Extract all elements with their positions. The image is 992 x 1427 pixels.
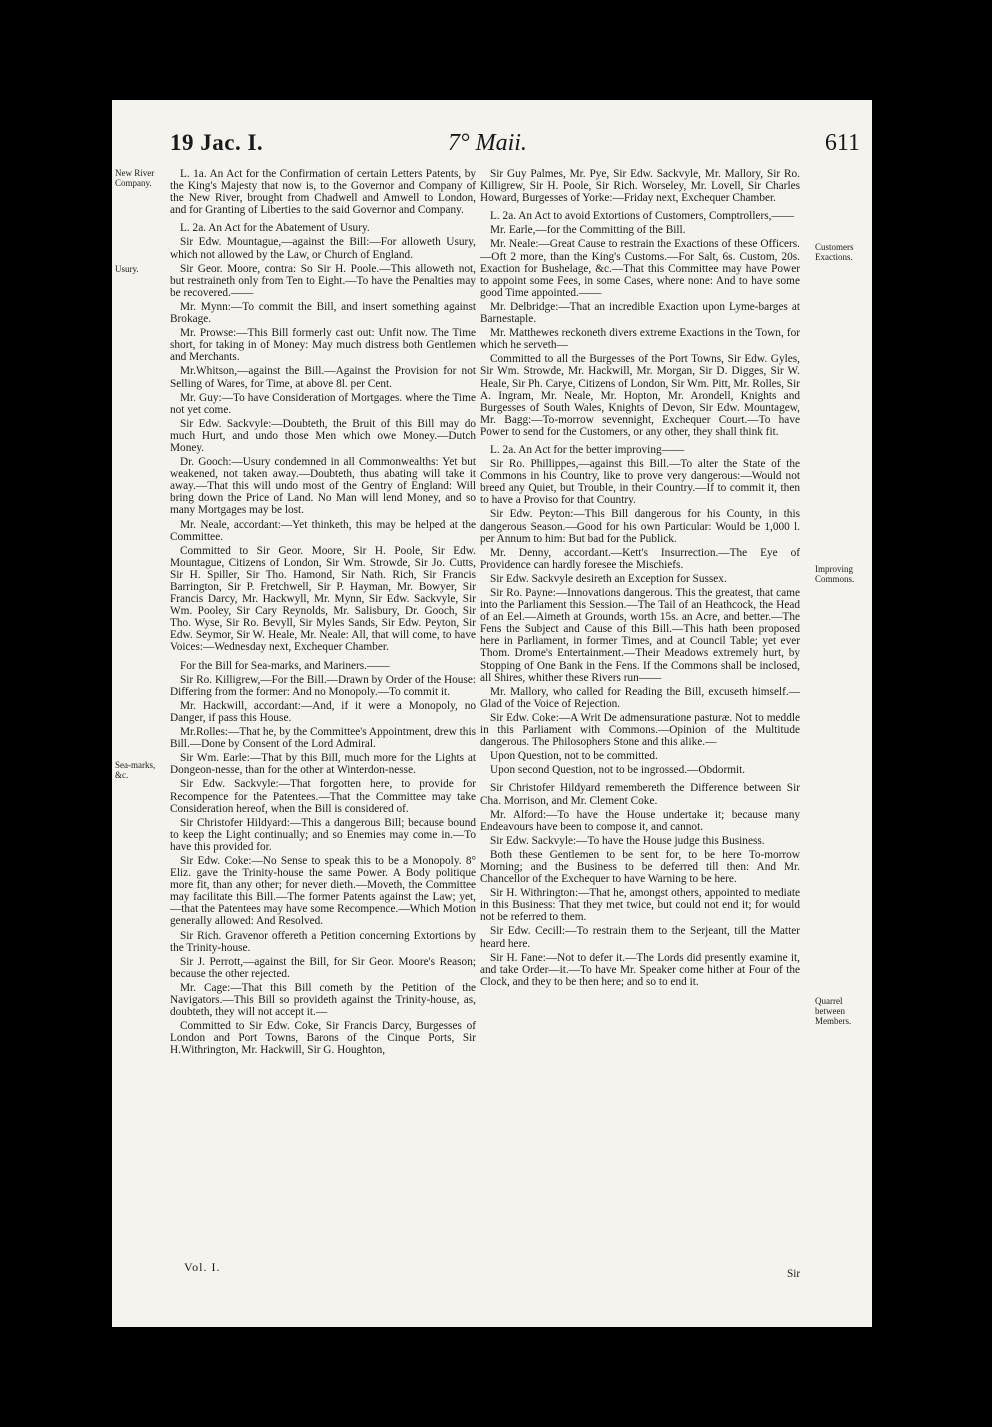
paragraph: Mr. Neale:—Great Cause to restrain the Exactions of these Officers.—Oft 2 more, than the King's Customs.—For Salt, 6s. Custom, 20s. Exaction for Bushelage, &c.—That this Committee may have Power to appoint some Fees, in some Cases, where none: And to have some good Time appointed.—— [480,238,800,299]
paragraph: Mr. Delbridge:—That an incredible Exaction upon Lyme-barges at Barnestaple. [480,300,800,326]
paragraph: Mr. Cage:—That this Bill cometh by the Petition of the Navigators.—This Bill so provideth against the Trinity-house, as, doubteth, they will not accept it.— [170,981,476,1019]
paragraph: Sir Edw. Sackvyle:—To have the House judge this Business. [490,834,765,847]
margin-note-customers: Customers Exactions. [815,242,854,262]
paragraph: Sir Edw. Peyton:—This Bill dangerous for his County, in this dangerous Season.—Good for his own Particular: Would be 1,000 l. per Annum to him: But bad for the Publick. [480,508,800,545]
paragraph: Sir Ro. Phillippes,—against this Bill.—To alter the State of the Commons in his Country, like to prove very dangerous:—Would not breed any Quiet, but Trouble, in their Country.—If to commit it, then to have a Proviso for that Country. [480,458,800,507]
paragraph: Sir Guy Palmes, Mr. Pye, Sir Edw. Sackvyle, Mr. Mallory, Sir Ro. Killigrew, Sir H. Poole, Sir Rich. Worseley, Mr. Lovell, Sir Charles Howard, Burgesses of Yorke:—Friday next, Exchequer Chamber. [480,168,800,205]
paragraph: L. 2a. An Act for the better improving—— [490,443,685,456]
paragraph: Mr. Neale, accordant:—Yet thinketh, this may be helped at the Committee. [170,518,476,543]
paragraph: Sir Christofer Hildyard:—This a dangerous Bill; because bound to keep the Light continually; and so Enemies may come in.—To have this provided for. [170,816,476,853]
paragraph: Upon second Question, not to be ingrossed.—Obdormit. [490,764,746,777]
paragraph: Mr. Mynn:—To commit the Bill, and insert something against Brokage. [170,300,476,326]
left-column [170,168,476,1058]
paragraph: Sir H. Withrington:—That he, amongst others, appointed to mediate in this Business: That they met twice, but could not end it; for would not be referred to them. [480,887,800,924]
paragraph: Upon Question, not to be committed. [490,750,658,763]
paragraph: Sir J. Perrott,—against the Bill, for Sir Geor. Moore's Reason; because the other rejected. [170,955,476,980]
paragraph: Mr. Guy:—To have Consideration of Mortgages. where the Time not yet come. [170,391,476,416]
page-number: 611 [824,130,860,156]
paragraph: Mr.Whitson,—against the Bill.—Against the Provision for not Selling of Wares, for Time, at above 8l. per Cent. [170,365,476,390]
paragraph: Sir Rich. Gravenor offereth a Petition concerning Extortions by the Trinity-house. [170,929,476,954]
paragraph: Mr. Mallory, who called for Reading the Bill, excuseth himself.—Glad of the Voice of Rejection. [480,685,800,710]
paragraph: L. 1a. An Act for the Confirmation of certain Letters Patents, by the King's Majesty that now is, to the Governor and Company of the New River, brought from Chadwell and Amwell to London, and for Granting of Liberties to the said Governor and Company. [170,168,476,217]
document-page [112,100,872,1327]
margin-note-quarrel: Quarrel between Members. [815,996,852,1026]
volume-signature: Vol. I. [184,1260,221,1274]
paragraph: Sir Edw. Cecill:—To restrain them to the Serjeant, till the Matter heard here. [480,925,800,950]
paragraph: Committed to all the Burgesses of the Port Towns, Sir Edw. Gyles, Sir Wm. Strowde, Mr. Hackwill, Mr. Morgan, Sir D. Digges, Sir W. Heale, Sir Ph. Carye, Citizens of London, Sir Wm. Pitt, Mr. Rolles, Sir A. Ingram, Mr. Neale, Mr. Hopton, Mr. Arondell, Knights and Burgesses of South Wales, Knights of Devon, Sir Edw. Mountagew, Mr. Bagg:—To-morrow sevennight, Exchequer Court.—To have Power to send for the Customers, or any other, they shall think fit. [480,353,800,438]
paragraph: Mr. Earle,—for the Committing of the Bill. [490,224,686,237]
paragraph: Sir Edw. Mountague,—against the Bill:—For alloweth Usury, which not allowed by the Law, or Church of England. [170,236,476,261]
header-date: 7° Maii. [448,130,527,156]
paragraph: Mr.Rolles:—That he, by the Committee's Appointment, drew this Bill.—Done by Consent of the Lord Admiral. [170,726,476,751]
paragraph: Sir Edw. Sackvyle:—Doubteth, the Bruit of this Bill may do much Hurt, and undo those Men which owe Money.—Dutch Money. [170,417,476,454]
paragraph: Sir Edw. Sackvyle desireth an Exception for Sussex. [490,572,727,585]
right-column [480,168,800,990]
page-header [170,130,860,160]
paragraph: Sir Ro. Payne:—Innovations dangerous. This the greatest, that came into the Parliament this Session.—The Tail of an Heathcock, the Head of an Eel.—Aimeth at Grounds, worth 15s. an Acre, and better.—The Fens the Subject and Cause of this Bill.—This hath been proposed here in Parliament, in former Times, and at Council Table; yet ever Thom. Drome's Entertainment.—Their Meadows extremely hurt, by Stopping of One Bank in the Fens. If the Commons shall be inclosed, all Shires, whither these Rivers run—— [480,587,800,684]
paragraph: Sir Geor. Moore, contra: So Sir H. Poole.—This alloweth not, but restraineth only from Ten to Eight.—To have the Penalties may be recovered.—— [170,262,476,299]
paragraph: Committed to Sir Geor. Moore, Sir H. Poole, Sir Edw. Mountague, Citizens of London, Sir Wm. Strowde, Sir Jo. Cutts, Sir H. Spiller, Sir Tho. Hamond, Sir Nath. Rich, Sir Francis Barrington, Sir P. Fretchwell, Sir P. Hayman, Mr. Bowyer, Sir Francis Darcy, Mr. Hackwyll, Mr. Mynn, Sir Edw. Sackvyle, Sir Wm. Pooley, Sir Cary Reynolds, Mr. Salisbury, Dr. Gooch, Sir Tho. Wyse, Sir Ro. Bevyll, Sir Myles Sands, Sir Edw. Peyton, Sir Edw. Seymor, Sir W. Heale, Mr. Neale: All, that will come, to have Voices:—Wednesday next, Exchequer Chamber. [170,544,476,654]
paragraph: Both these Gentlemen to be sent for, to be here To-morrow Morning; and the Business to be deferred till then: And Mr. Chancellor of the Exchequer to have Warning to be here. [480,848,800,886]
paragraph: Committed to Sir Edw. Coke, Sir Francis Darcy, Burgesses of London and Port Towns, Barons of the Cinque Ports, Sir H.Withrington, Mr. Hackwill, Sir G. Houghton, [170,1020,476,1057]
paragraph: Sir Ro. Killigrew,—For the Bill.—Drawn by Order of the House: Differing from the former: And no Monopoly.—To commit it. [170,673,476,698]
paragraph: Sir Wm. Earle:—That by this Bill, much more for the Lights at Dongeon-nesse, than for the other at Winterdon-nesse. [170,752,476,777]
paragraph: For the Bill for Sea-marks, and Mariners.—— [180,659,390,672]
paragraph: Mr. Hackwill, accordant:—And, if it were a Monopoly, no Danger, if pass this House. [170,699,476,724]
margin-note-improving: Improving Commons. [815,564,855,584]
paragraph: Sir Edw. Sackvyle:—That forgotten here, to provide for Recompence for the Patentees.—That the Committee may take Consideration hereof, when the Bill is considered of. [170,778,476,815]
paragraph: Dr. Gooch:—Usury condemned in all Commonwealths: Yet but weakened, not taken away.—Doubteth, thus abating will take it away.—That this will undo most of the Gentry of England: Will bring down the Price of Land. No Man will lend Money, and so many Mortgages may be lost. [170,456,476,517]
paragraph: Mr. Matthewes reckoneth divers extreme Exactions in the Town, for which he serveth— [480,327,800,352]
paragraph: Sir Christofer Hildyard remembereth the Difference between Sir Cha. Morrison, and Mr. Clement Coke. [480,782,800,807]
margin-note-new-river: New River Company. [115,168,155,188]
catchword: Sir [787,1268,801,1280]
margin-note-sea-marks: Sea-marks, &c. [115,760,156,780]
paragraph: Mr. Denny, accordant.—Kett's Insurrection.—The Eye of Providence can hardly foresee the Mischiefs. [480,546,800,571]
paragraph: Sir H. Fane:—Not to defer it.—The Lords did presently examine it, and take Order—it.—To have Mr. Speaker come hither at Four of the Clock, and they to be then here; and so to end it. [480,951,800,988]
margin-note-usury: Usury. [115,264,139,274]
paragraph: Mr. Prowse:—This Bill formerly cast out: Unfit now. The Time short, for taking in of Money: May much distress both Gentlemen and Merchants. [170,327,476,364]
paragraph: Sir Edw. Coke:—No Sense to speak this to be a Monopoly. 8° Eliz. gave the Trinity-house the same Power. A Body politique more fit, than any other; for never dieth.—Moveth, the Committee may facilitate this Bill.—The former Patents against the Law; yet,—that the Patentees may have some Recompence.—Which Motion generally allowed: And Resolved. [170,854,476,928]
paragraph: Sir Edw. Coke:—A Writ De admensuratione pasturæ. Not to meddle in this Parliament with Commons.—Opinion of the Multitude dangerous. The Philosophers Stone and this alike.— [480,711,800,749]
paragraph: L. 2a. An Act to avoid Extortions of Customers, Comptrollers,—— [490,210,795,223]
paragraph: Mr. Alford:—To have the House undertake it; because many Endeavours have been to compose it, and cannot. [480,808,800,833]
paragraph: L. 2a. An Act for the Abatement of Usury. [180,222,370,235]
header-regnal-year: 19 Jac. I. [170,130,264,155]
